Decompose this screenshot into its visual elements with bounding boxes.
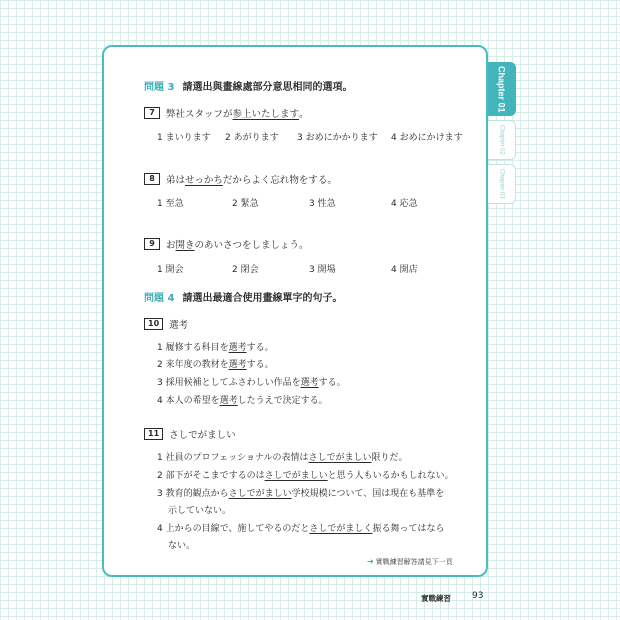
question-9-number: 9	[144, 238, 160, 250]
section-3-heading	[144, 78, 352, 93]
question-7	[144, 106, 309, 120]
q8-option-2[interactable]: 2 緊急	[232, 199, 259, 209]
section-4-heading	[144, 289, 342, 304]
chapter-tabs	[488, 62, 520, 208]
q10-sentence-1[interactable]	[157, 340, 274, 353]
q11-sentence-3-cont: 示していない。	[168, 506, 232, 516]
q10-s4-underlined: 選考	[219, 396, 238, 406]
q10-s4-pre: 4 本人の希望を	[157, 396, 220, 406]
q11-s2-pre: 2 部下がそこまでするのは	[157, 471, 265, 481]
q10-s2-pre: 2 来年度の教材を	[157, 360, 229, 370]
question-7-number: 7	[144, 107, 160, 119]
q10-sentence-2[interactable]	[157, 357, 274, 370]
q10-sentence-3[interactable]	[157, 375, 346, 388]
q8-option-4[interactable]: 4 応急	[391, 199, 418, 209]
tab-chapter-02[interactable]: Chapter 02	[488, 120, 516, 160]
answer-link-text: 實戰練習解答請見下一頁	[375, 558, 453, 566]
question-11-number: 11	[144, 428, 163, 440]
section-3-number: 問題 3	[144, 82, 175, 93]
question-7-post: 。	[299, 109, 309, 120]
tab-chapter-01[interactable]: Chapter 01	[488, 62, 516, 116]
q11-sentence-4[interactable]	[157, 521, 444, 534]
question-8-number: 8	[144, 173, 160, 185]
q9-option-1[interactable]: 1 開会	[157, 265, 184, 275]
question-10-word: 選考	[169, 320, 189, 331]
q11-s4-pre: 4 上からの目線で、施してやるのだと	[157, 524, 310, 534]
section-4-instruction: 請選出最適合使用畫線單字的句子。	[182, 293, 343, 304]
q7-option-4[interactable]: 4 おめにかけます	[391, 133, 463, 143]
page-label: 實戰練習	[421, 594, 451, 603]
q11-sentence-1[interactable]	[157, 450, 408, 463]
question-9-underlined: 開き	[175, 240, 195, 251]
question-7-underlined: 参上いたします	[232, 109, 300, 120]
q10-s3-underlined: 選考	[300, 378, 319, 388]
q10-s2-underlined: 選考	[228, 360, 247, 370]
tab-chapter-03[interactable]: Chapter 03	[488, 164, 516, 204]
question-11-word: さしでがましい	[169, 430, 236, 441]
q7-option-2[interactable]: 2 あがります	[225, 133, 279, 143]
q10-sentence-4[interactable]	[157, 393, 328, 406]
arrow-right-icon: ➜	[367, 557, 374, 566]
q11-s1-underlined: さしでがましい	[308, 453, 372, 463]
q10-s2-post: する。	[246, 360, 274, 370]
q7-option-1[interactable]: 1 まいります	[157, 133, 211, 143]
question-9-pre: お	[166, 240, 176, 251]
q10-s4-post: したうえで決定する。	[237, 396, 328, 406]
q10-s3-pre: 3 採用候補としてふさわしい作品を	[157, 378, 301, 388]
q11-sentence-3[interactable]	[157, 486, 444, 499]
question-8-pre: 弟は	[166, 175, 186, 186]
section-4-number: 問題 4	[144, 293, 175, 304]
q11-s4-post: 振る舞ってはなら	[372, 524, 445, 534]
question-8-underlined: せっかち	[185, 175, 223, 186]
q11-s2-post: と思う人もいるかもしれない。	[327, 471, 454, 481]
q7-option-3[interactable]: 3 おめにかかります	[297, 133, 378, 143]
q11-s4-underlined: さしでがましく	[309, 524, 373, 534]
q9-option-4[interactable]: 4 開店	[391, 265, 418, 275]
q10-s3-post: する。	[318, 378, 346, 388]
q10-s1-pre: 1 履修する科目を	[157, 343, 229, 353]
q11-s1-post: 限りだ。	[371, 453, 408, 463]
question-10	[144, 317, 188, 331]
section-3-instruction: 請選出與畫線處部分意思相同的選項。	[182, 82, 353, 93]
question-9-post: のあいさつをしましょう。	[194, 240, 309, 251]
page-number: 93	[472, 591, 484, 601]
question-10-number: 10	[144, 318, 163, 330]
q11-s3-pre: 3 教育的観点から	[157, 489, 229, 499]
q10-s1-underlined: 選考	[228, 343, 247, 353]
q9-option-3[interactable]: 3 開場	[309, 265, 336, 275]
q11-s2-underlined: さしでがましい	[264, 471, 328, 481]
q10-s1-post: する。	[246, 343, 274, 353]
question-11	[144, 427, 236, 441]
q11-s1-pre: 1 社員のプロフェッショナルの表情は	[157, 453, 309, 463]
q8-option-1[interactable]: 1 至急	[157, 199, 184, 209]
question-7-pre: 弊社スタッフが	[166, 109, 233, 120]
q11-s3-underlined: さしでがましい	[228, 489, 292, 499]
q11-sentence-2[interactable]	[157, 468, 454, 481]
question-8-post: だからよく忘れ物をする。	[222, 175, 337, 186]
q11-sentence-4-cont: ない。	[168, 541, 196, 551]
q8-option-3[interactable]: 3 性急	[309, 199, 336, 209]
q9-option-2[interactable]: 2 閉会	[232, 265, 259, 275]
question-8	[144, 172, 337, 186]
answer-link[interactable]	[367, 557, 453, 567]
question-9	[144, 237, 309, 251]
q11-s3-post: 学校規模について、国は現在も基準を	[291, 489, 445, 499]
